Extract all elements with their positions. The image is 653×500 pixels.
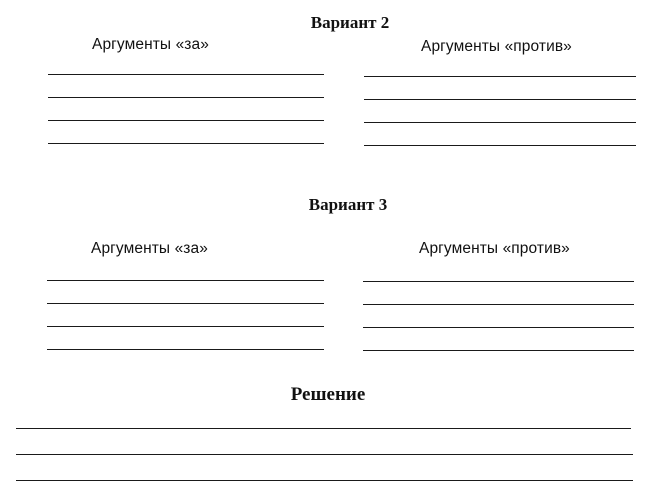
variant-3-pro-line-1[interactable] bbox=[47, 280, 324, 281]
variant-3-con-line-1[interactable] bbox=[363, 281, 634, 282]
variant-2-con-label: Аргументы «против» bbox=[421, 38, 572, 55]
variant-3-pro-line-3[interactable] bbox=[47, 326, 324, 327]
variant-2-con-line-2[interactable] bbox=[364, 99, 636, 100]
variant-2-con-line-3[interactable] bbox=[364, 122, 636, 123]
variant-3-con-line-2[interactable] bbox=[363, 304, 634, 305]
variant-3-con-line-4[interactable] bbox=[363, 350, 634, 351]
variant-2-title: Вариант 2 bbox=[310, 13, 390, 32]
decision-line-3[interactable] bbox=[16, 480, 633, 481]
variant-3-pro-line-4[interactable] bbox=[47, 349, 324, 350]
variant-3-con-label: Аргументы «против» bbox=[419, 240, 570, 257]
variant-3-pro-label: Аргументы «за» bbox=[91, 240, 208, 257]
variant-2-pro-label: Аргументы «за» bbox=[92, 36, 209, 53]
variant-2-con-line-1[interactable] bbox=[364, 76, 636, 77]
variant-2-con-line-4[interactable] bbox=[364, 145, 636, 146]
variant-3-title: Вариант 3 bbox=[308, 195, 388, 214]
decision-line-2[interactable] bbox=[16, 454, 633, 455]
decision-title: Решение bbox=[290, 384, 366, 405]
variant-2-pro-line-4[interactable] bbox=[48, 143, 324, 144]
variant-2-pro-line-3[interactable] bbox=[48, 120, 324, 121]
decision-line-1[interactable] bbox=[16, 428, 631, 429]
variant-2-pro-line-1[interactable] bbox=[48, 74, 324, 75]
variant-2-pro-line-2[interactable] bbox=[48, 97, 324, 98]
variant-3-pro-line-2[interactable] bbox=[47, 303, 324, 304]
variant-3-con-line-3[interactable] bbox=[363, 327, 634, 328]
